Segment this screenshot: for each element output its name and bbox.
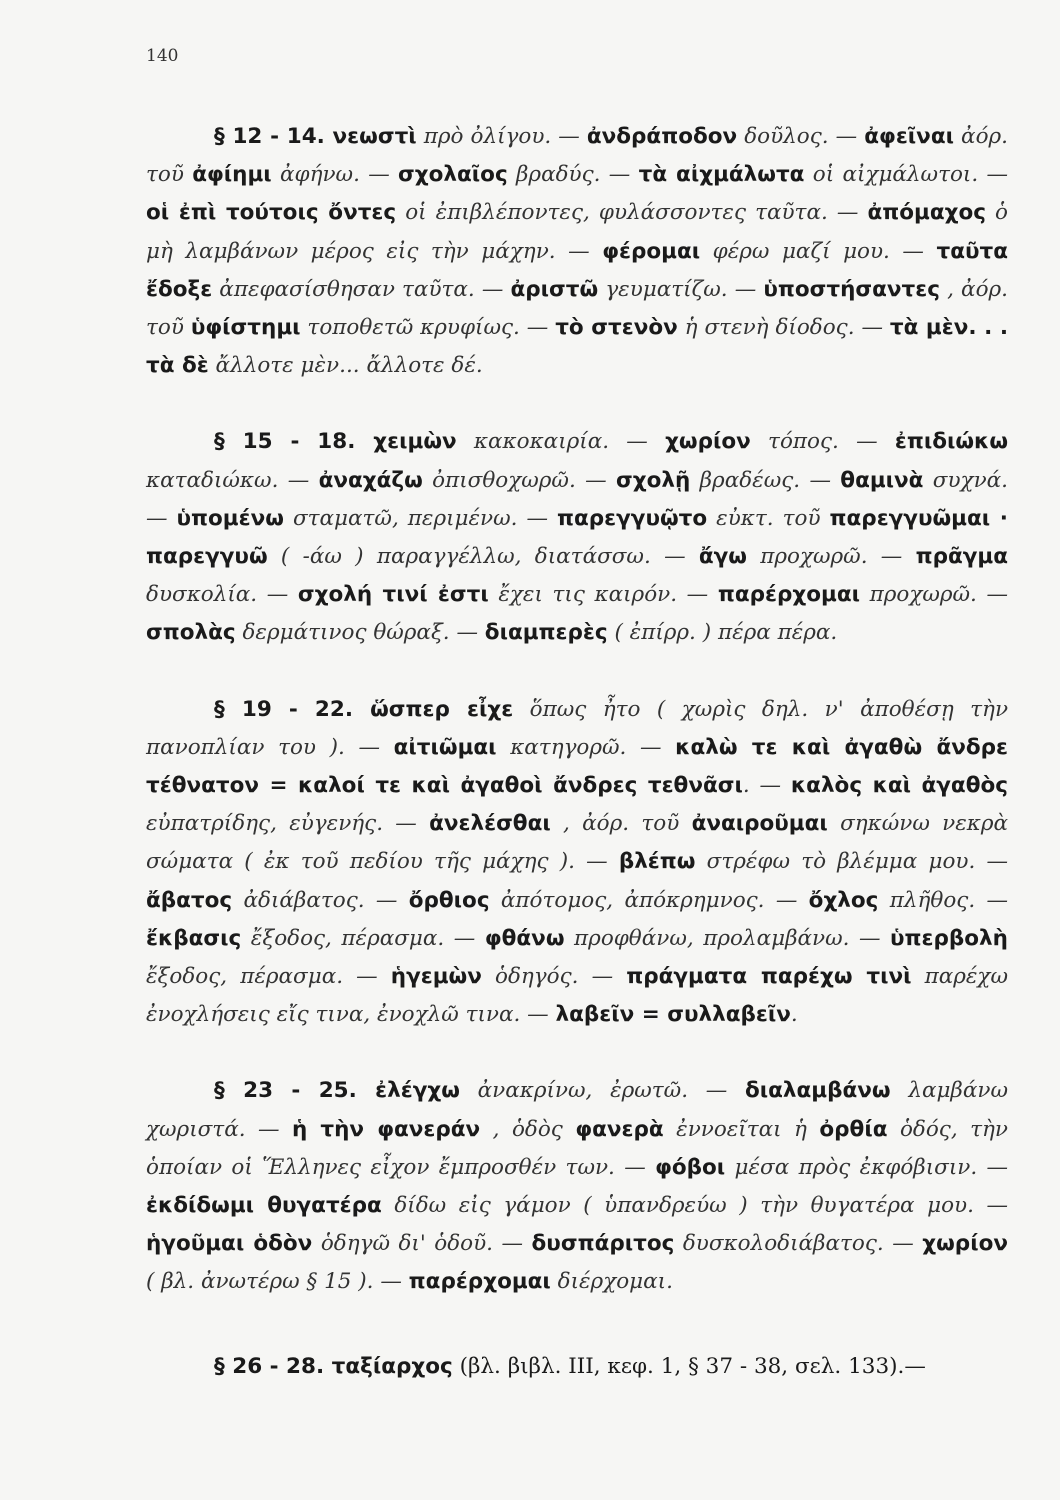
headword: ὑποστήσαντες <box>763 276 940 302</box>
headword: ὄρθιος <box>408 887 490 913</box>
gloss: κακοκαιρία. — <box>456 429 666 455</box>
gloss: ὁδηγός. — <box>481 964 627 990</box>
headword: νεωστὶ <box>332 124 417 149</box>
headword: ἄγω <box>698 544 747 570</box>
gloss: δίδω εἰς γάμον ( ὑπανδρεύω ) τὴν θυγατέρα μου. — <box>381 1193 1008 1219</box>
section-label: § 26 - 28. <box>214 1353 332 1379</box>
paragraph-23-25 <box>146 1072 1008 1301</box>
headword: πράγματα παρέχω τινὶ <box>626 964 912 990</box>
headword: παρεγγυῷτο <box>557 505 708 531</box>
gloss: . — <box>742 773 791 799</box>
gloss: συχνά. — <box>146 467 1008 531</box>
section-label: § 12 - 14. <box>214 124 333 149</box>
headword: ἀναχάζω <box>318 467 423 493</box>
headword: ἡγοῦμαι ὁδὸν <box>146 1231 313 1257</box>
gloss: εὐπατρίδης, εὐγενής. — <box>146 811 430 837</box>
gloss: προχωρῶ. — <box>746 544 916 570</box>
gloss: ἔξοδος, πέρασμα. — <box>241 925 485 951</box>
gloss: ἡ στενὴ δίοδος. — <box>677 315 890 341</box>
section-label: § 19 - 22. <box>214 696 371 722</box>
headword: ἐκδίδωμι θυγατέρα <box>146 1193 382 1219</box>
headword: ἀφεῖναι <box>864 124 954 149</box>
gloss: ἔχει τις καιρόν. — <box>488 582 718 608</box>
gloss: ἀδιάβατος. — <box>232 887 409 913</box>
headword: φθάνω <box>484 925 565 951</box>
gloss: δυσκολία. — <box>146 582 298 608</box>
headword: ἀνδράποδον <box>586 124 738 149</box>
gloss: δυσκολοδιάβατος. — <box>674 1231 923 1257</box>
gloss: ὅπως ἦτο ( χωρὶς δηλ. ν' ἀποθέσῃ τὴν πανοπλίαν του ). — <box>146 696 1009 760</box>
gloss: προχωρῶ. — <box>859 582 1009 608</box>
gloss: γευματίζω. — <box>598 276 764 302</box>
gloss: ὀπισθοχωρῶ. — <box>422 467 616 493</box>
headword: ἡ τὴν φανεράν <box>291 1116 481 1142</box>
gloss: προφθάνω, προλαμβάνω. — <box>564 925 891 951</box>
gloss: τοποθετῶ κρυφίως. — <box>300 315 556 341</box>
headword: καλὼ τε καὶ ἀγαθὼ ἄνδρε τέθνατον = καλοί τε καὶ ἀγαθοὶ ἄνδρες τεθνᾶσι <box>146 734 1008 799</box>
gloss: , ὁδὸς <box>480 1116 576 1142</box>
gloss: βραδύς. — <box>507 162 639 188</box>
headword: σχολῇ <box>615 467 691 493</box>
gloss: , ἀόρ. τοῦ <box>550 811 692 837</box>
gloss: , ἀόρ. τοῦ <box>146 276 1008 341</box>
headword: αἰτιῶμαι <box>393 734 497 760</box>
paragraph-26-28 <box>146 1348 1008 1386</box>
gloss: βραδέως. — <box>690 467 841 493</box>
headword: σχολή τινί ἐστι <box>297 582 489 608</box>
gloss: ὁδηγῶ δι' ὁδοῦ. — <box>312 1231 532 1257</box>
paragraph-19-22 <box>146 691 1008 1035</box>
headword: ἀριστῶ <box>510 276 599 302</box>
glossary-body <box>146 118 1008 1386</box>
headword: βλέπω <box>618 849 696 875</box>
headword: πρᾶγμα <box>915 544 1008 570</box>
headword: χωρίον <box>922 1231 1008 1257</box>
gloss: ( ἐπίρρ. ) πέρα πέρα. <box>607 620 838 646</box>
headword: ἀνελέσθαι <box>429 811 551 837</box>
headword: ὑπερβολὴ <box>890 925 1008 951</box>
headword: δυσπάριτος <box>531 1231 675 1257</box>
headword: τὰ μὲν. . . τὰ δὲ <box>146 315 1008 379</box>
headword: ὥσπερ εἶχε <box>370 696 514 722</box>
gloss: ἀνακρίνω, ἐρωτῶ. — <box>459 1078 745 1104</box>
headword: παρέρχομαι <box>717 582 860 608</box>
gloss: ( -άω ) παραγγέλλω, διατάσσω. — <box>267 544 699 570</box>
headword: ταξίαρχος <box>331 1353 453 1379</box>
headword: ἐλέγχω <box>375 1078 460 1104</box>
headword: διαμπερὲς <box>484 620 608 646</box>
gloss: ἄλλοτε μὲν... ἄλλοτε δέ. <box>208 353 483 379</box>
headword: ἐπιδιώκω <box>894 429 1009 455</box>
gloss: δοῦλος. — <box>737 124 865 149</box>
headword: ἀπόμαχος <box>867 200 986 226</box>
gloss: λαμβάνω χωριστά. — <box>146 1078 1008 1142</box>
headword: ὀρθία <box>819 1116 888 1142</box>
headword: ἀναιροῦμαι <box>691 811 828 837</box>
gloss: ἔξοδος, πέρασμα. — <box>146 964 391 990</box>
gloss: πρὸ ὀλίγου. — <box>416 124 587 149</box>
headword: σπολὰς <box>146 620 236 646</box>
gloss: δερμάτινος θώραξ. — <box>235 620 485 646</box>
gloss: ἀφήνω. — <box>271 162 399 188</box>
gloss: ἐννοεῖται ἡ <box>663 1116 820 1142</box>
headword: ὑφίστημι <box>190 315 301 341</box>
gloss: τόπος. — <box>750 429 895 455</box>
headword: τὰ αἰχμάλωτα <box>638 162 805 188</box>
gloss: παρέχω ἐνοχλήσεις εἴς τινα, ἐνοχλῶ τινα. — <box>146 964 1008 1028</box>
gloss: στρέφω τὸ βλέμμα μου. — <box>695 849 1008 875</box>
headword: φανερὰ <box>575 1116 664 1142</box>
headword: ταῦτα ἔδοξε <box>146 238 1008 302</box>
gloss: οἱ ἐπιβλέποντες, φυλάσσοντες ταῦτα. — <box>396 200 868 226</box>
gloss: ὁδός, τὴν ὁποίαν οἱ Ἕλληνες εἶχον ἔμπροσθέν των. — <box>146 1116 1008 1180</box>
headword: παρέρχομαι <box>408 1269 551 1295</box>
gloss: ἀπεφασίσθησαν ταῦτα. — <box>212 276 511 302</box>
paragraph-12-14 <box>146 118 1008 385</box>
headword: ἄβατος <box>146 887 233 913</box>
page-number: 140 <box>146 46 179 66</box>
gloss: σταματῶ, περιμένω. — <box>283 505 558 531</box>
section-label: § 15 - 18. <box>214 429 374 455</box>
headword: ἡγεμὼν <box>390 964 482 990</box>
gloss: πλῆθος. — <box>878 887 1008 913</box>
gloss: καταδιώκω. — <box>146 467 319 493</box>
headword: ἀφίημι <box>192 162 272 188</box>
gloss: ἀόρ. τοῦ <box>146 124 1008 188</box>
headword: φόβοι <box>655 1154 726 1180</box>
section-label: § 23 - 25. <box>214 1078 376 1104</box>
headword: διαλαμβάνω <box>744 1078 891 1104</box>
gloss: μέσα πρὸς ἐκφόβισιν. — <box>725 1154 1008 1180</box>
gloss: ὁ μὴ λαμβάνων μέρος εἰς τὴν μάχην. — <box>146 200 1009 264</box>
gloss: ( βλ. ἀνωτέρω § 15 ). — <box>146 1269 409 1295</box>
gloss: διέρχομαι. <box>550 1269 673 1295</box>
note: (βλ. βιβλ. III, κεφ. 1, § 37 - 38, σελ. 133).— <box>452 1353 926 1379</box>
gloss: ἀπότομος, ἀπόκρημνος. — <box>489 887 809 913</box>
headword: φέρομαι <box>602 238 701 264</box>
headword: χωρίον <box>665 429 751 455</box>
headword: οἱ ἐπὶ τούτοις ὄντες <box>146 200 397 226</box>
headword: λαβεῖν = συλλαβεῖν <box>555 1002 791 1028</box>
paragraph-15-18 <box>146 423 1008 652</box>
headword: ἔκβασις <box>146 925 242 951</box>
headword: καλὸς καὶ ἀγαθὸς <box>790 773 1008 799</box>
headword: ὄχλος <box>808 887 879 913</box>
gloss: σηκώνω νεκρὰ σώματα ( ἐκ τοῦ πεδίου τῆς μάχης ). — <box>146 811 1009 875</box>
headword: θαμινὰ <box>840 467 924 493</box>
gloss: φέρω μαζί μου. — <box>700 238 937 264</box>
gloss: εὐκτ. τοῦ <box>707 505 830 531</box>
headword: τὸ στενὸν <box>555 315 678 341</box>
gloss: οἱ αἰχμάλωτοι. — <box>804 162 1009 188</box>
headword: σχολαῖος <box>398 162 508 188</box>
headword: ὑπομένω <box>176 505 284 531</box>
headword: παρεγγυῶμαι · παρεγγυῶ <box>146 505 1008 570</box>
headword: χειμὼν <box>373 429 457 455</box>
gloss: κατηγορῶ. — <box>496 734 676 760</box>
gloss: . <box>790 1002 798 1028</box>
